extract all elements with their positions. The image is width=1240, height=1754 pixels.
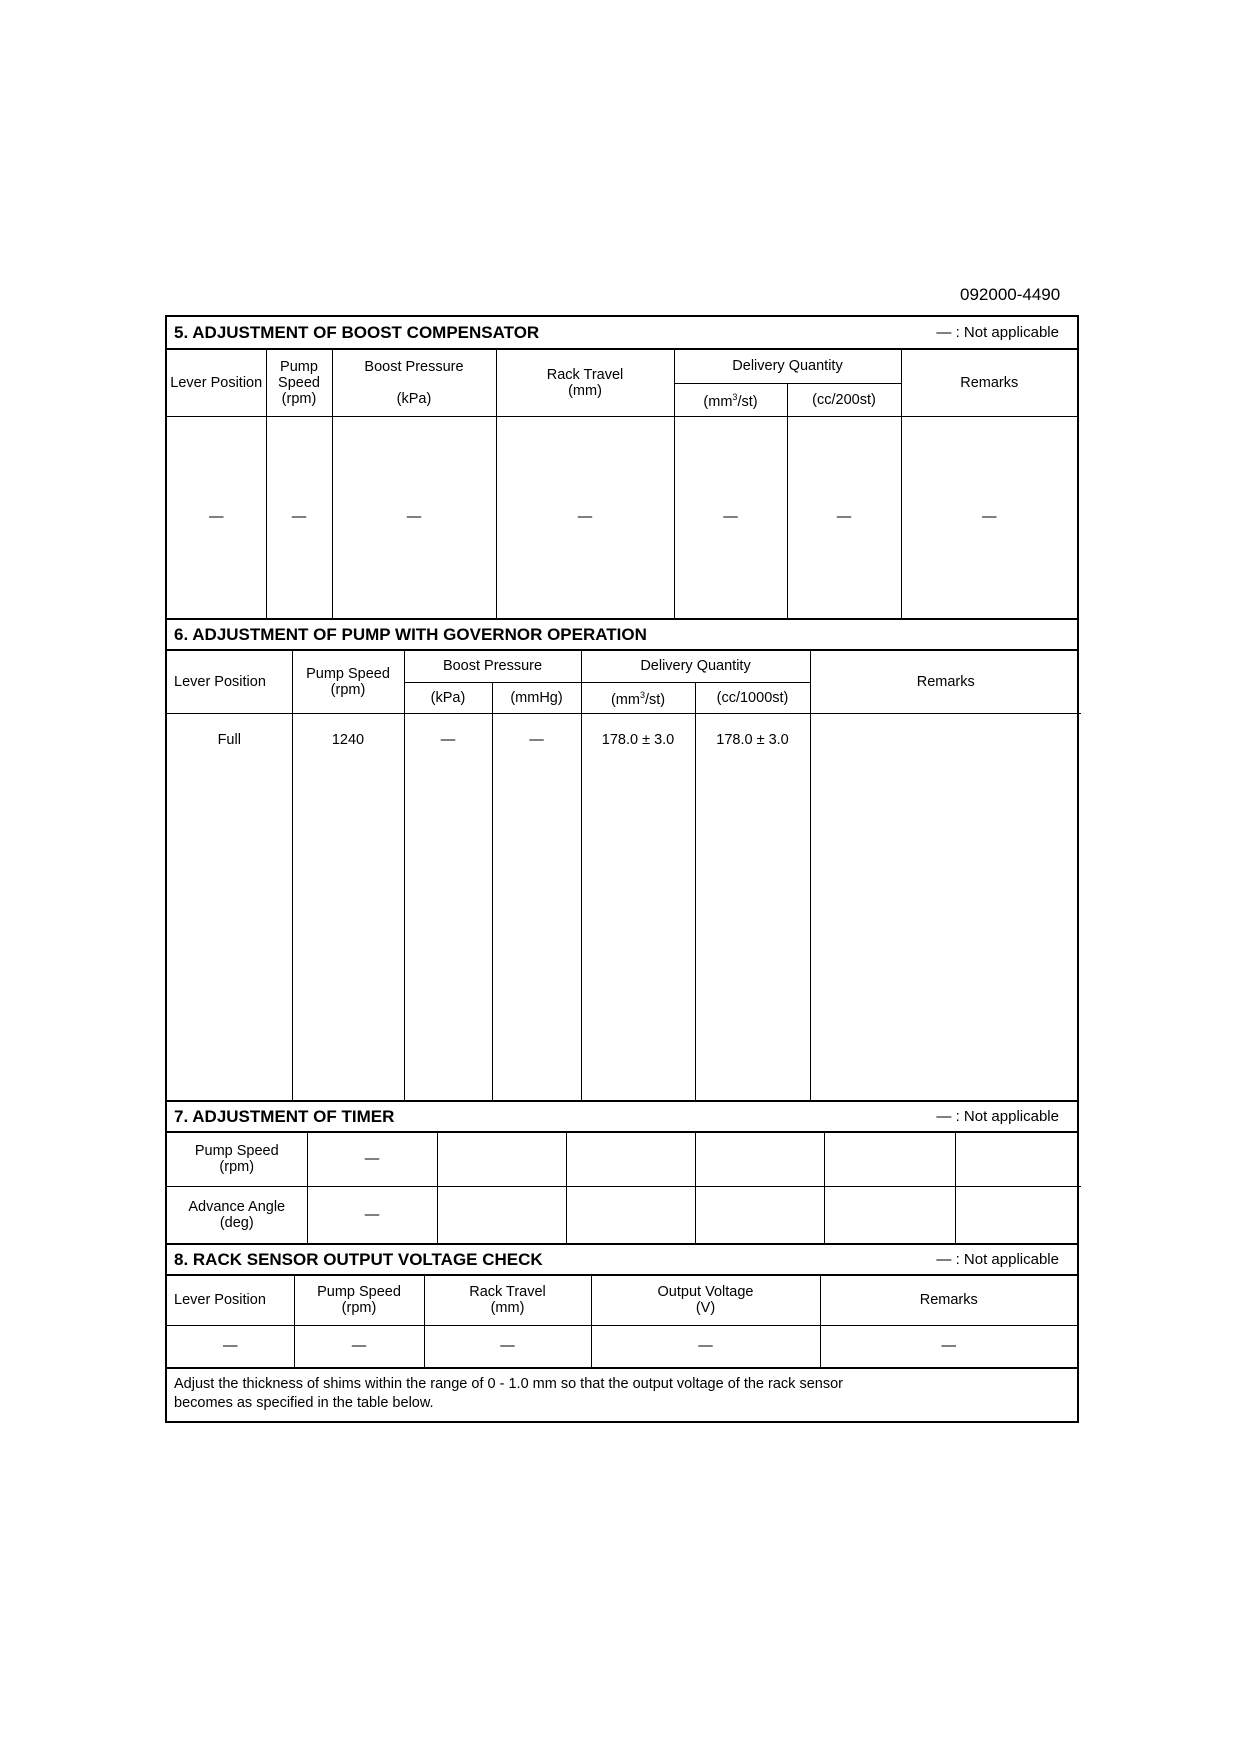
table-cell: [695, 1186, 824, 1243]
remarks-header: Remarks: [820, 1276, 1077, 1325]
table-cell: —: [901, 416, 1077, 618]
table-cell: —: [787, 416, 901, 618]
section-5-header: [167, 317, 1077, 350]
table-cell: 1240: [292, 713, 404, 1100]
timer-table: [167, 1133, 1081, 1243]
table-cell: [437, 1186, 566, 1243]
table-cell: —: [404, 713, 492, 1100]
section-6-header: [167, 618, 1077, 651]
table-cell: 178.0 ± 3.0: [581, 713, 695, 1100]
table-cell: [824, 1133, 955, 1186]
section-7-header: [167, 1100, 1077, 1133]
table-cell: Full: [167, 713, 292, 1100]
not-applicable-legend: — : Not applicable: [936, 1108, 1059, 1125]
pump-speed-header: Pump Speed (rpm): [294, 1276, 424, 1325]
table-cell: [810, 713, 1081, 1100]
table-cell: [437, 1133, 566, 1186]
section-6-title: 6. ADJUSTMENT OF PUMP WITH GOVERNOR OPERATION: [174, 624, 647, 644]
governor-operation-table: [167, 651, 1081, 1100]
section-5-title: 5. ADJUSTMENT OF BOOST COMPENSATOR: [174, 322, 540, 342]
table-cell: —: [307, 1186, 437, 1243]
lever-position-header: Lever Position: [167, 350, 266, 416]
delivery-unit-cc: (cc/200st): [787, 383, 901, 416]
delivery-quantity-header: Delivery Quantity: [581, 651, 810, 682]
table-cell: [955, 1186, 1081, 1243]
output-voltage-header: Output Voltage (V): [591, 1276, 820, 1325]
not-applicable-legend: — : Not applicable: [936, 1251, 1059, 1268]
advance-angle-label: Advance Angle (deg): [167, 1186, 307, 1243]
table-cell: [566, 1133, 695, 1186]
rack-sensor-table: [167, 1276, 1077, 1367]
not-applicable-legend: — : Not applicable: [936, 324, 1059, 341]
rack-travel-header: Rack Travel (mm): [496, 350, 674, 416]
pump-speed-header: Pump Speed (rpm): [292, 651, 404, 713]
table-cell: —: [674, 416, 787, 618]
boost-pressure-header: Boost Pressure: [404, 651, 581, 682]
table-cell: [566, 1186, 695, 1243]
table-cell: 178.0 ± 3.0: [695, 713, 810, 1100]
section-8-title: 8. RACK SENSOR OUTPUT VOLTAGE CHECK: [174, 1249, 543, 1269]
remarks-header: Remarks: [901, 350, 1077, 416]
lever-position-header: Lever Position: [167, 651, 292, 713]
boost-unit-kpa: (kPa): [404, 682, 492, 713]
boost-unit-mmhg: (mmHg): [492, 682, 581, 713]
table-cell: —: [424, 1325, 591, 1367]
table-cell: [824, 1186, 955, 1243]
adjustment-sheet: [165, 315, 1079, 1423]
boost-pressure-header: Boost Pressure (kPa): [332, 350, 496, 416]
delivery-unit-mm3: $(mm^3/st)$: [581, 682, 695, 713]
section-7-title: 7. ADJUSTMENT OF TIMER: [174, 1106, 395, 1126]
pump-speed-label: Pump Speed (rpm): [167, 1133, 307, 1186]
delivery-unit-mm3: $(mm^3/st)$: [674, 383, 787, 416]
table-cell: [695, 1133, 824, 1186]
delivery-unit-cc: (cc/1000st): [695, 682, 810, 713]
rack-travel-header: Rack Travel (mm): [424, 1276, 591, 1325]
section-8-header: [167, 1243, 1077, 1276]
table-cell: —: [307, 1133, 437, 1186]
rack-sensor-note: Adjust the thickness of shims within the range of 0 - 1.0 mm so that the output voltage of the rack sensor becomes as specified in the table below.: [167, 1367, 1077, 1421]
table-cell: —: [266, 416, 332, 618]
table-cell: —: [820, 1325, 1077, 1367]
table-cell: —: [167, 1325, 294, 1367]
table-cell: —: [332, 416, 496, 618]
boost-compensator-table: [167, 350, 1077, 618]
table-cell: —: [591, 1325, 820, 1367]
document-number: 092000-4490: [960, 285, 1061, 304]
pump-speed-header: Pump Speed (rpm): [266, 350, 332, 416]
table-cell: —: [167, 416, 266, 618]
table-cell: —: [496, 416, 674, 618]
delivery-quantity-header: Delivery Quantity: [674, 350, 901, 383]
remarks-header: Remarks: [810, 651, 1081, 713]
table-cell: —: [492, 713, 581, 1100]
table-cell: [955, 1133, 1081, 1186]
table-cell: —: [294, 1325, 424, 1367]
lever-position-header: Lever Position: [167, 1276, 294, 1325]
